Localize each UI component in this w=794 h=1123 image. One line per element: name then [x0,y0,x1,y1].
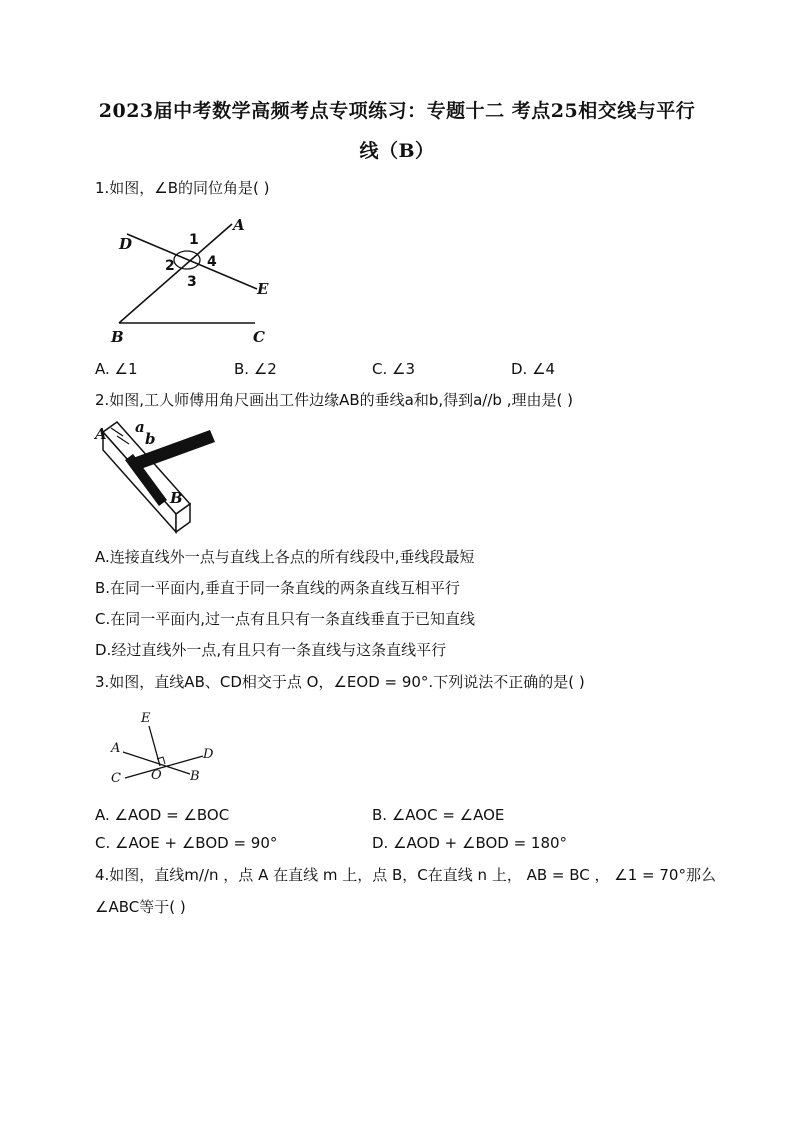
label-b: B [190,769,200,784]
question-1-stem: 1.如图，∠B的同位角是( ) [95,179,270,197]
label-d: D [119,235,133,253]
question-1-figure [105,212,285,347]
label-line-b: b [145,430,156,448]
label-a: A [111,741,121,756]
question-2-option-c[interactable]: C.在同一平面内,过一点有且只有一条直线垂直于已知直线 [95,610,476,628]
label-a-point: A [95,425,107,443]
label-a: A [233,216,245,234]
angle-label-1: 1 [189,232,199,248]
question-1-option-a[interactable]: A. ∠1 [95,360,138,378]
document-title-line-2: 线（B） [359,140,435,162]
question-3-option-c[interactable]: C. ∠AOE + ∠BOD = 90° [95,834,278,852]
question-1-option-b[interactable]: B. ∠2 [234,360,277,378]
question-2-stem: 2.如图,工人师傅用角尺画出工件边缘AB的垂线a和b,得到a//b ,理由是( ) [95,391,573,409]
label-e: E [141,711,151,726]
angle-label-2: 2 [165,258,175,274]
label-o: O [151,768,162,783]
question-3-option-a[interactable]: A. ∠AOD = ∠BOC [95,806,230,824]
label-c: C [111,771,121,786]
line-ba [119,224,232,323]
label-b-point: B [170,489,183,507]
label-c: C [253,328,265,346]
question-1-option-c[interactable]: C. ∠3 [372,360,416,378]
question-4-stem-line-1: 4.如图，直线m//n ，点 A 在直线 m 上，点 B，C在直线 n 上， AB = BC ， ∠1 = 70°那么 [95,866,716,884]
label-line-a: a [135,418,145,436]
question-2-option-d[interactable]: D.经过直线外一点,有且只有一条直线与这条直线平行 [95,641,447,659]
question-1-option-d[interactable]: D. ∠4 [511,360,556,378]
question-4-stem-line-2: ∠ABC等于( ) [95,898,186,916]
question-3-option-b[interactable]: B. ∠AOC = ∠AOE [372,806,505,824]
question-2-figure [95,420,225,540]
question-3-option-d[interactable]: D. ∠AOD + ∠BOD = 180° [372,834,568,852]
angle-label-4: 4 [207,254,217,270]
question-3-stem: 3.如图，直线AB、CD相交于点 O，∠EOD = 90°.下列说法不正确的是( ) [95,673,585,691]
label-b: B [111,328,124,346]
question-3-figure [105,708,225,788]
angle-label-3: 3 [187,274,197,290]
ray-oe [149,726,160,766]
question-2-option-a[interactable]: A.连接直线外一点与直线上各点的所有线段中,垂线段最短 [95,548,475,566]
document-title-line-1: 2023届中考数学高频考点专项练习：专题十二 考点25相交线与平行 [98,100,696,122]
label-e: E [257,280,269,298]
question-2-option-b[interactable]: B.在同一平面内,垂直于同一条直线的两条直线互相平行 [95,579,460,597]
label-d: D [203,747,214,762]
